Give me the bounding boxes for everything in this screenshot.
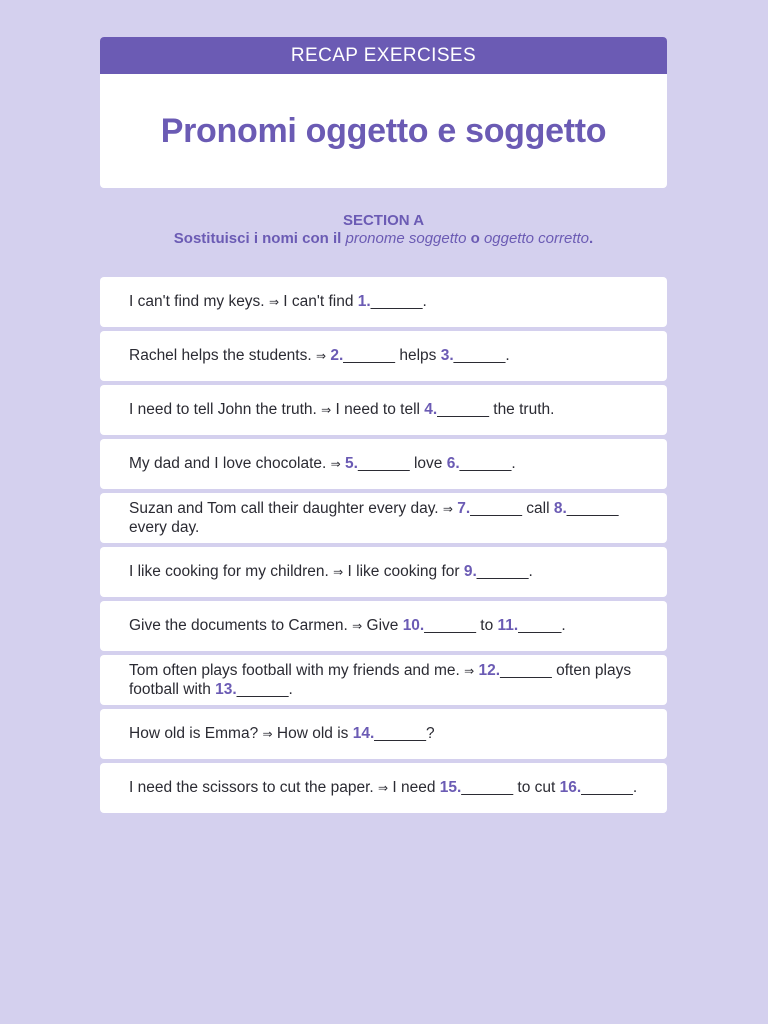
arrow-icon: ⇒ (268, 294, 279, 309)
exercise-row (100, 709, 667, 759)
answer-blank[interactable]: ______ (343, 346, 396, 364)
instruction-text: Sostituisci i nomi con il (173, 230, 342, 247)
arrow-icon: ⇒ (352, 618, 363, 633)
answer-blank[interactable]: ______ (357, 454, 410, 472)
sentence-text: I can't find my keys. (129, 292, 269, 310)
sentence-text: Suzan and Tom call their daughter every day. (129, 500, 443, 517)
answer-tail: every day. (129, 518, 200, 536)
answer-blank[interactable]: ______ (459, 454, 512, 472)
answer-mid: ? (426, 724, 435, 742)
section-instructions (100, 230, 667, 248)
exercise-row (100, 493, 667, 543)
answer-blank[interactable]: ______ (566, 500, 619, 517)
instruction-subject-pronoun: pronome soggetto (345, 230, 467, 247)
blank-number: 6. (446, 454, 460, 472)
exercise-row (100, 385, 667, 435)
sentence-text: I need to tell John the truth. (129, 400, 322, 418)
answer-blank[interactable]: ______ (500, 662, 552, 679)
answer-lead: I can't find (279, 292, 358, 310)
blank-number: 11. (497, 616, 519, 634)
answer-tail: . (561, 616, 566, 634)
answer-mid: to (475, 616, 498, 634)
answer-blank[interactable]: ______ (424, 616, 476, 634)
answer-blank[interactable]: ______ (470, 500, 522, 517)
blank-number: 3. (440, 346, 454, 364)
section-label: SECTION A (342, 212, 425, 229)
exercise-row (100, 763, 667, 813)
answer-blank[interactable]: ______ (236, 680, 289, 698)
blank-number: 9. (463, 562, 477, 580)
answer-mid: call (521, 500, 554, 517)
sentence-text: Tom often plays football with my friends and me. (129, 662, 465, 679)
arrow-icon: ⇒ (378, 780, 389, 795)
arrow-icon: ⇒ (330, 456, 341, 471)
answer-blank[interactable]: ______ (581, 778, 633, 796)
blank-number: 15. (439, 778, 462, 796)
answer-blank[interactable]: ______ (437, 400, 489, 418)
sentence-text: How old is Emma? (129, 724, 263, 742)
sentence-text: Rachel helps the students. (129, 346, 316, 364)
sentence-text: I like cooking for my children. (129, 562, 334, 580)
exercise-row (100, 439, 667, 489)
answer-mid: to cut (513, 778, 560, 796)
answer-mid: love (409, 454, 447, 472)
header-card (100, 37, 667, 188)
answer-lead: I need (388, 778, 440, 796)
arrow-icon: ⇒ (262, 726, 273, 741)
blank-number: 7. (457, 500, 471, 517)
answer-blank[interactable]: ______ (374, 724, 426, 742)
recap-banner: RECAP EXERCISES (100, 37, 667, 74)
answer-tail: . (511, 454, 516, 472)
answer-tail: . (505, 346, 510, 364)
sentence-text: I need the scissors to cut the paper. (129, 778, 379, 796)
blank-number: 16. (559, 778, 582, 796)
blank-number: 13. (215, 680, 237, 698)
exercise-list (100, 277, 667, 817)
arrow-icon: ⇒ (333, 564, 344, 579)
arrow-icon: ⇒ (464, 664, 475, 678)
blank-number: 8. (553, 500, 567, 517)
blank-number: 2. (330, 346, 344, 364)
answer-lead: I need to tell (331, 400, 425, 418)
instruction-conjunction: o (470, 230, 480, 247)
blank-number: 1. (357, 292, 371, 310)
answer-blank[interactable]: ______ (476, 562, 529, 580)
answer-blank[interactable]: ______ (461, 778, 514, 796)
page-title: Pronomi oggetto e soggetto (160, 111, 607, 150)
exercise-row (100, 601, 667, 651)
blank-number: 12. (478, 662, 501, 679)
sentence-text: Give the documents to Carmen. (129, 616, 353, 634)
exercise-row (100, 277, 667, 327)
answer-mid: the truth. (488, 400, 555, 418)
instruction-object-pronoun: oggetto corretto (483, 230, 590, 247)
answer-blank[interactable]: ______ (453, 346, 506, 364)
arrow-icon: ⇒ (321, 402, 332, 417)
exercise-row (100, 331, 667, 381)
arrow-icon: ⇒ (315, 348, 327, 363)
answer-lead: I like cooking for (343, 562, 464, 580)
answer-blank[interactable]: _____ (518, 616, 562, 634)
blank-number: 5. (345, 454, 358, 472)
answer-tail: . (632, 778, 638, 796)
arrow-icon: ⇒ (442, 502, 453, 516)
section-info (100, 212, 667, 248)
answer-mid: . (422, 292, 427, 310)
answer-mid: often plays football with (129, 662, 632, 698)
answer-tail: . (288, 680, 293, 698)
blank-number: 14. (352, 724, 375, 742)
exercise-row (100, 655, 667, 705)
blank-number: 4. (424, 400, 438, 418)
answer-blank[interactable]: ______ (370, 292, 423, 310)
blank-number: 10. (402, 616, 425, 634)
instruction-period: . (589, 230, 594, 247)
answer-lead: How old is (272, 724, 353, 742)
answer-mid: . (528, 562, 533, 580)
answer-mid: helps (395, 346, 441, 364)
exercise-row (100, 547, 667, 597)
sentence-text: My dad and I love chocolate. (129, 454, 331, 472)
answer-lead: Give (362, 616, 403, 634)
